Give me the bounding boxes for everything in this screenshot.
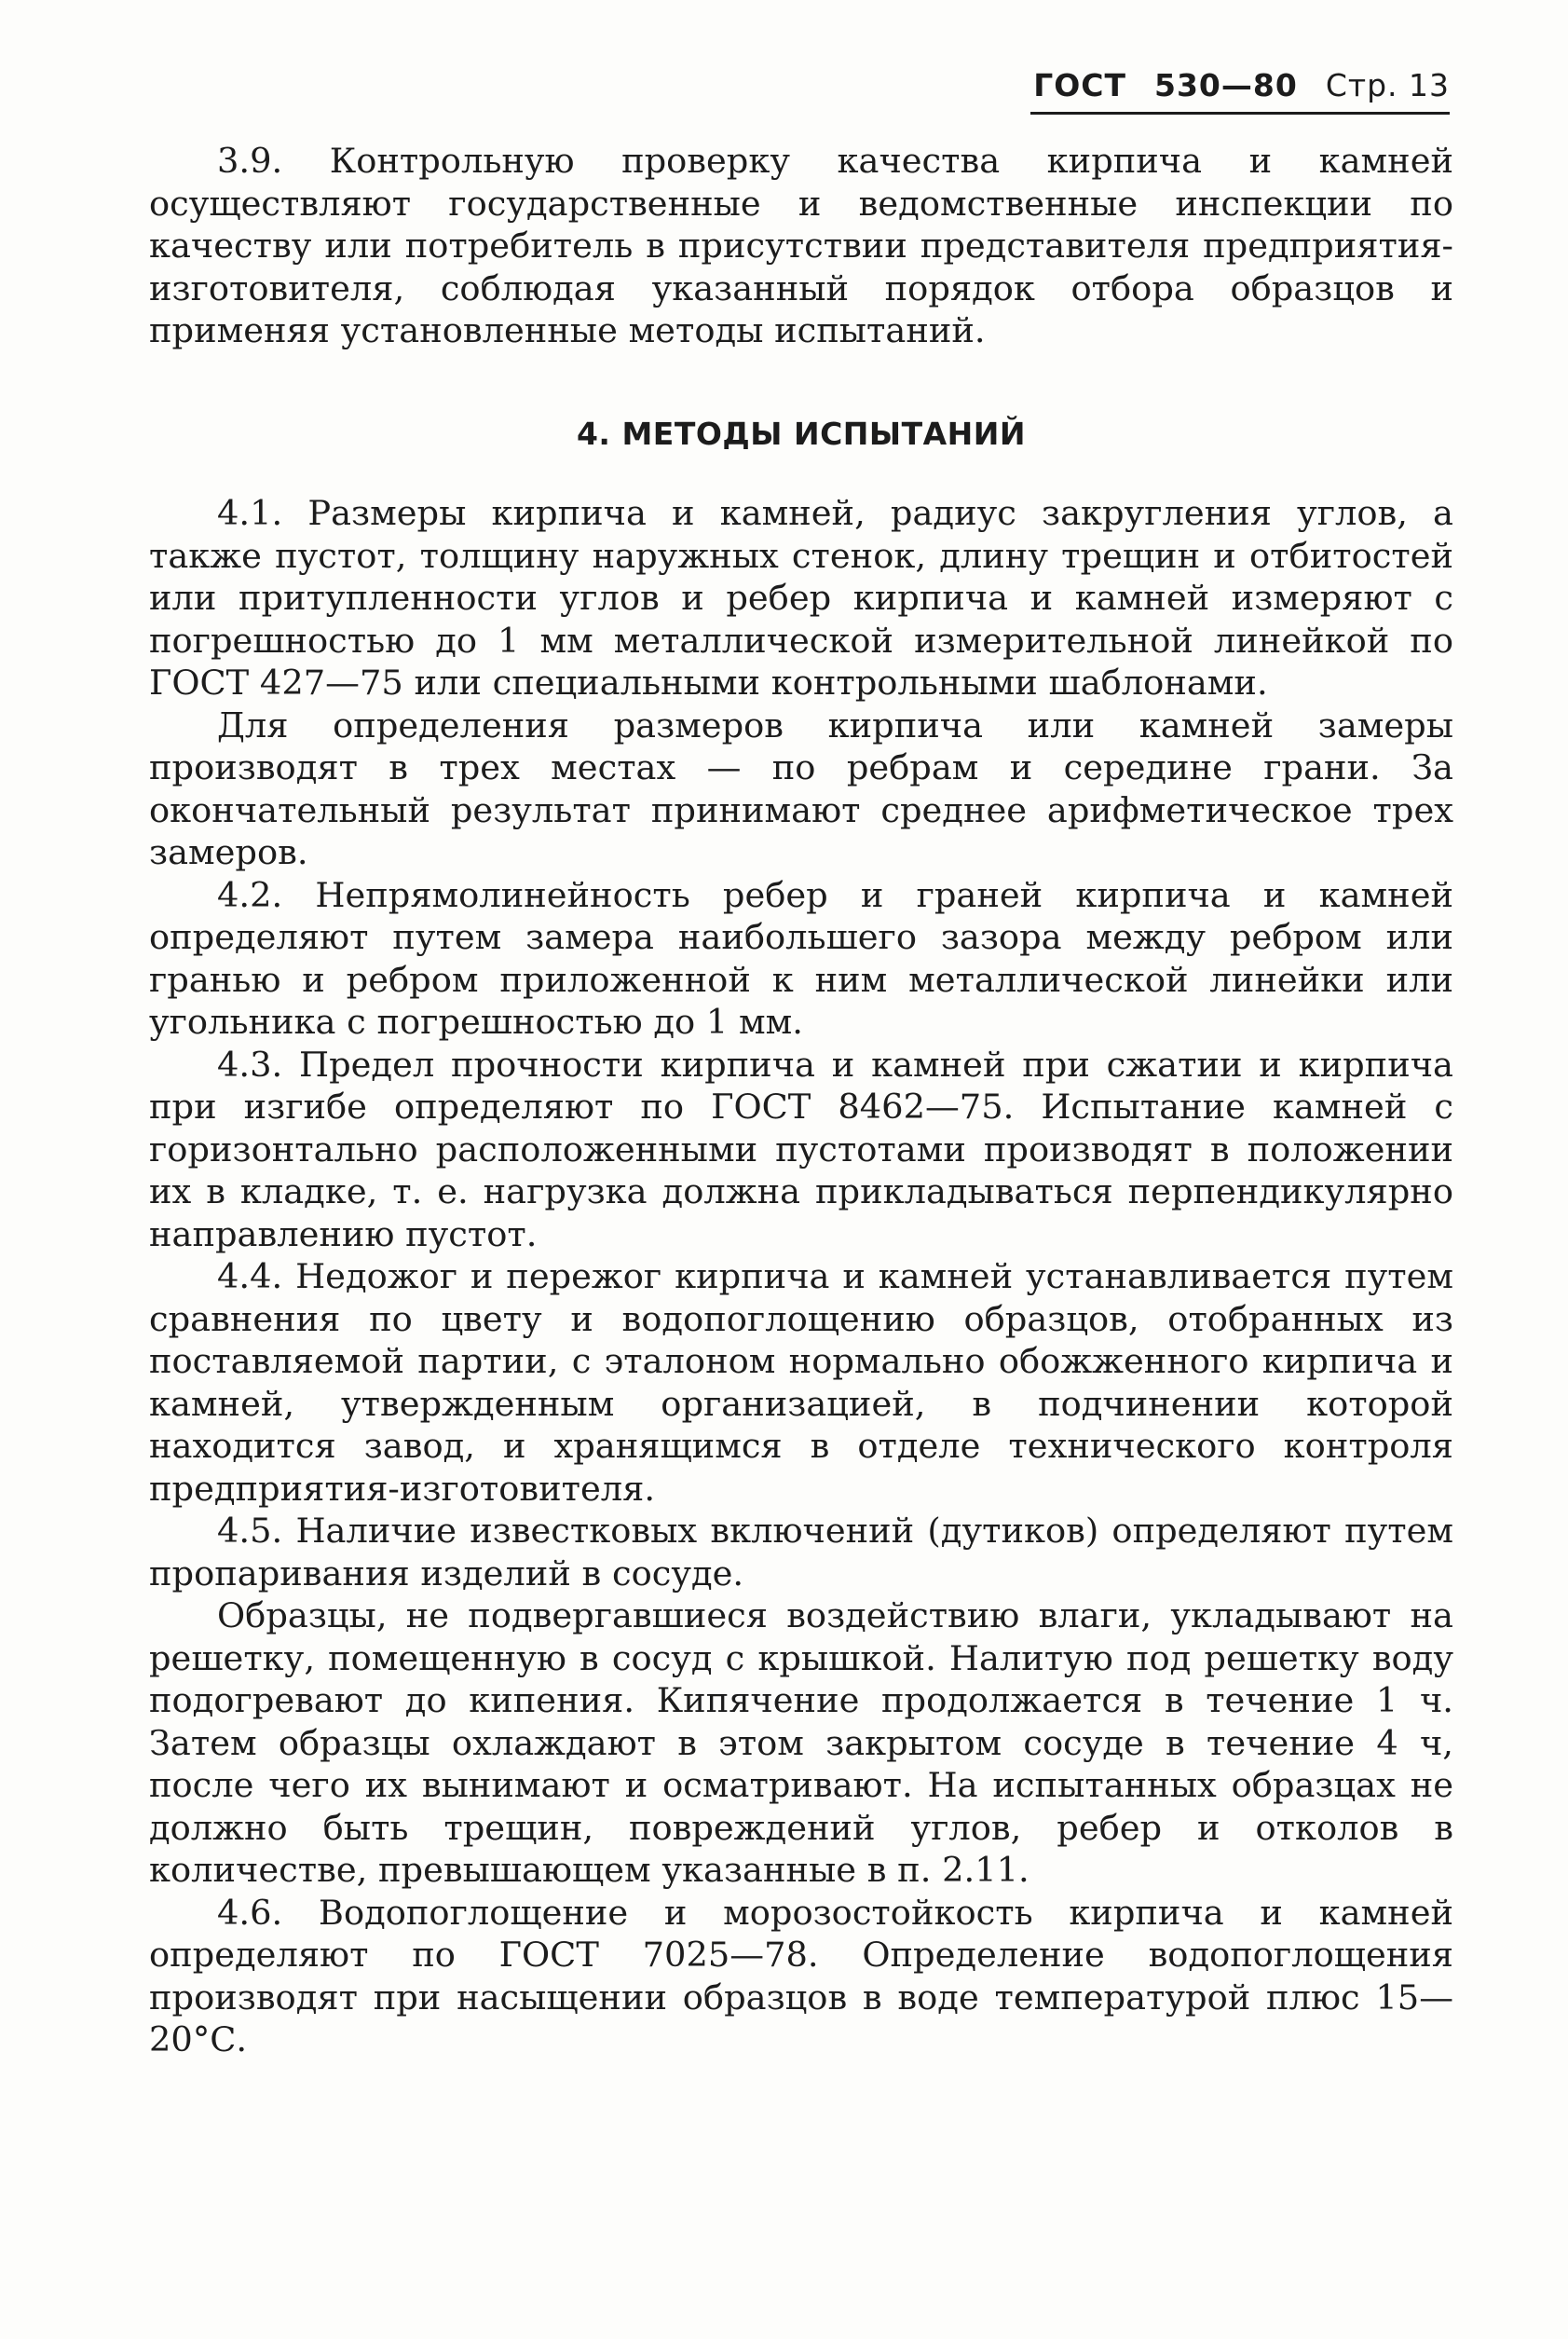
paragraph-4-5: 4.5. Наличие известковых включений (дутиков) определяют путем пропаривания изделий в сосуде.	[149, 1511, 1453, 1594]
section-title: 4. МЕТОДЫ ИСПЫТАНИЙ	[576, 416, 1027, 452]
paragraph-4-5-continued: Образцы, не подвергавшиеся воздействию влаги, укладывают на решетку, помещенную в сосуд с крышкой. Налитую под решетку воду подогревают до кипения. Кипячение продолжается в течение 1 ч. Затем образцы охлаждают в этом закрытом сосуде в течение 4 ч, после чего их вынимают и осматривают. На испытанных образцах не должно быть трещин, повреждений углов, ребер и отколов в количестве, превышающем указанные в п. 2.11.	[149, 1595, 1453, 1890]
paragraph-4-6: 4.6. Водопоглощение и морозостойкость кирпича и камней определяют по ГОСТ 7025—78. Определение водопоглощения производят при насыщении образцов в воде температурой плюс 15—20°С.	[149, 1892, 1453, 2059]
paragraph-4-4: 4.4. Недожог и пережог кирпича и камней устанавливается путем сравнения по цвету и водопоглощению образцов, отобранных из поставляемой партии, с эталоном нормально обожженного кирпича и камней, утвержденным организацией, в подчинении которой находится завод, и хранящимся в отделе технического контроля предприятия-изготовителя.	[149, 1256, 1453, 1509]
paragraph-4-3: 4.3. Предел прочности кирпича и камней при сжатии и кирпича при изгибе определяют по ГОСТ 8462—75. Испытание камней с горизонтально расположенными пустотами производят в положении их в кладке, т. е. нагрузка должна прикладываться перпендикулярно направлению пустот.	[149, 1044, 1453, 1254]
methods-block	[149, 492, 1453, 2061]
header-standard: ГОСТ	[1033, 66, 1126, 103]
paragraph-4-2: 4.2. Непрямолинейность ребер и граней кирпича и камней определяют путем замера наибольшего зазора между ребром или гранью и ребром приложенной к ним металлической линейки или угольника с погрешностью до 1 мм.	[149, 874, 1453, 1042]
paragraph-4-1-continued: Для определения размеров кирпича или камней замеры производят в трех местах — по ребрам и середине грани. За окончательный результат принимают среднее арифметическое трех замеров.	[149, 704, 1453, 872]
header-page-number: Стр. 13	[1325, 66, 1450, 103]
page-header	[1030, 58, 1450, 115]
paragraph-4-1: 4.1. Размеры кирпича и камней, радиус закругления углов, а также пустот, толщину наружных стенок, длину трещин и отбитостей или притупленности углов и ребер кирпича и камней измеряют с погрешностью до 1 мм металлической измерительной линейкой по ГОСТ 427—75 или специальными контрольными шаблонами.	[149, 493, 1453, 703]
header-number: 530—80	[1154, 66, 1298, 103]
paragraph-3-9: 3.9. Контрольную проверку качества кирпича и камней осуществляют государственные и ведомственные инспекции по качеству или потребитель в присутствии представителя предприятия-изготовителя, соблюдая указанный порядок отбора образцов и применяя установленные методы испытаний.	[149, 141, 1453, 350]
intro-block	[149, 140, 1453, 352]
